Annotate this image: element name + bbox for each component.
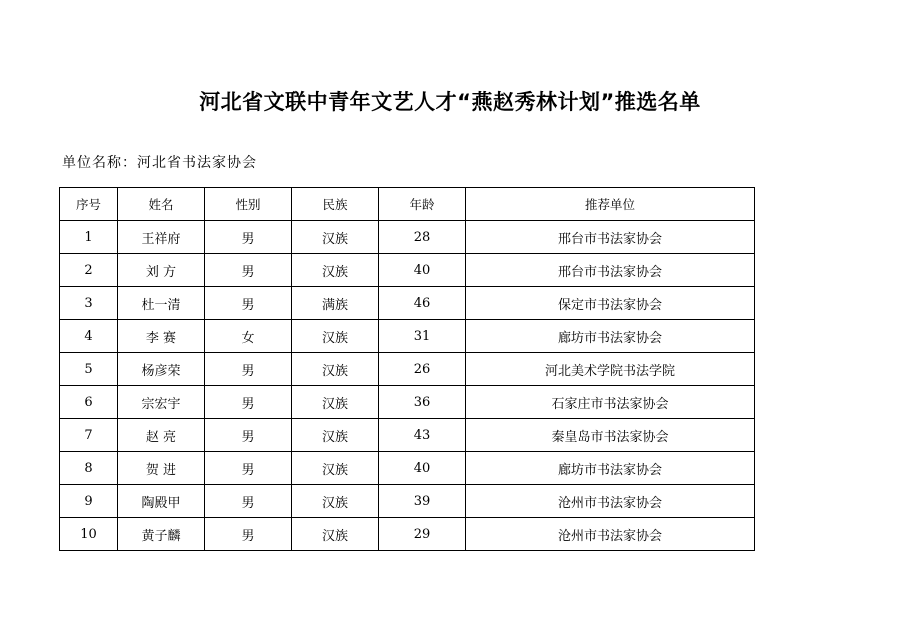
cell-name: 宗宏宇 — [118, 386, 205, 419]
cell-ethnicity: 汉族 — [292, 386, 379, 419]
cell-ethnicity: 汉族 — [292, 419, 379, 452]
header-ethnicity: 民族 — [292, 188, 379, 221]
cell-recommending-unit: 河北美术学院书法学院 — [466, 353, 755, 386]
cell-index: 6 — [60, 386, 118, 419]
cell-age: 43 — [379, 419, 466, 452]
cell-gender: 女 — [205, 320, 292, 353]
table-row — [60, 452, 755, 485]
cell-age: 39 — [379, 485, 466, 518]
cell-name: 陶殿甲 — [118, 485, 205, 518]
cell-gender: 男 — [205, 518, 292, 551]
cell-age: 40 — [379, 254, 466, 287]
cell-name: 贺 进 — [118, 452, 205, 485]
table-row — [60, 320, 755, 353]
cell-recommending-unit: 石家庄市书法家协会 — [466, 386, 755, 419]
cell-ethnicity: 汉族 — [292, 254, 379, 287]
table-row — [60, 386, 755, 419]
cell-name: 王祥府 — [118, 221, 205, 254]
table-header-row — [60, 188, 755, 221]
cell-age: 40 — [379, 452, 466, 485]
cell-gender: 男 — [205, 485, 292, 518]
document-title: 河北省文联中青年文艺人才“燕赵秀林计划”推选名单 — [199, 90, 701, 114]
cell-recommending-unit: 秦皇岛市书法家协会 — [466, 419, 755, 452]
table-row — [60, 518, 755, 551]
nominee-table — [59, 187, 755, 551]
cell-ethnicity: 汉族 — [292, 518, 379, 551]
cell-index: 4 — [60, 320, 118, 353]
header-name: 姓名 — [118, 188, 205, 221]
cell-recommending-unit: 沧州市书法家协会 — [466, 518, 755, 551]
cell-ethnicity: 汉族 — [292, 452, 379, 485]
cell-ethnicity: 汉族 — [292, 353, 379, 386]
header-index: 序号 — [60, 188, 118, 221]
cell-ethnicity: 汉族 — [292, 221, 379, 254]
cell-age: 46 — [379, 287, 466, 320]
table-row — [60, 485, 755, 518]
cell-name: 刘 方 — [118, 254, 205, 287]
table-row — [60, 353, 755, 386]
cell-ethnicity: 汉族 — [292, 320, 379, 353]
cell-index: 8 — [60, 452, 118, 485]
unit-name-line: 单位名称：河北省书法家协会 — [62, 155, 257, 171]
cell-recommending-unit: 邢台市书法家协会 — [466, 254, 755, 287]
table-row — [60, 221, 755, 254]
cell-name: 李 赛 — [118, 320, 205, 353]
cell-index: 10 — [60, 518, 118, 551]
cell-gender: 男 — [205, 353, 292, 386]
cell-age: 31 — [379, 320, 466, 353]
cell-index: 3 — [60, 287, 118, 320]
header-age: 年龄 — [379, 188, 466, 221]
table-row — [60, 287, 755, 320]
cell-recommending-unit: 沧州市书法家协会 — [466, 485, 755, 518]
cell-age: 36 — [379, 386, 466, 419]
cell-gender: 男 — [205, 254, 292, 287]
cell-ethnicity: 满族 — [292, 287, 379, 320]
table-row — [60, 254, 755, 287]
cell-name: 杜一清 — [118, 287, 205, 320]
cell-age: 29 — [379, 518, 466, 551]
cell-age: 28 — [379, 221, 466, 254]
cell-index: 5 — [60, 353, 118, 386]
cell-name: 杨彦荣 — [118, 353, 205, 386]
cell-gender: 男 — [205, 419, 292, 452]
cell-index: 7 — [60, 419, 118, 452]
header-recommending-unit: 推荐单位 — [466, 188, 755, 221]
cell-name: 赵 亮 — [118, 419, 205, 452]
cell-index: 1 — [60, 221, 118, 254]
cell-recommending-unit: 保定市书法家协会 — [466, 287, 755, 320]
cell-ethnicity: 汉族 — [292, 485, 379, 518]
cell-name: 黄子麟 — [118, 518, 205, 551]
cell-recommending-unit: 廊坊市书法家协会 — [466, 452, 755, 485]
cell-gender: 男 — [205, 221, 292, 254]
cell-age: 26 — [379, 353, 466, 386]
cell-gender: 男 — [205, 452, 292, 485]
header-gender: 性别 — [205, 188, 292, 221]
cell-recommending-unit: 廊坊市书法家协会 — [466, 320, 755, 353]
table-row — [60, 419, 755, 452]
cell-recommending-unit: 邢台市书法家协会 — [466, 221, 755, 254]
cell-index: 2 — [60, 254, 118, 287]
cell-index: 9 — [60, 485, 118, 518]
cell-gender: 男 — [205, 386, 292, 419]
cell-gender: 男 — [205, 287, 292, 320]
